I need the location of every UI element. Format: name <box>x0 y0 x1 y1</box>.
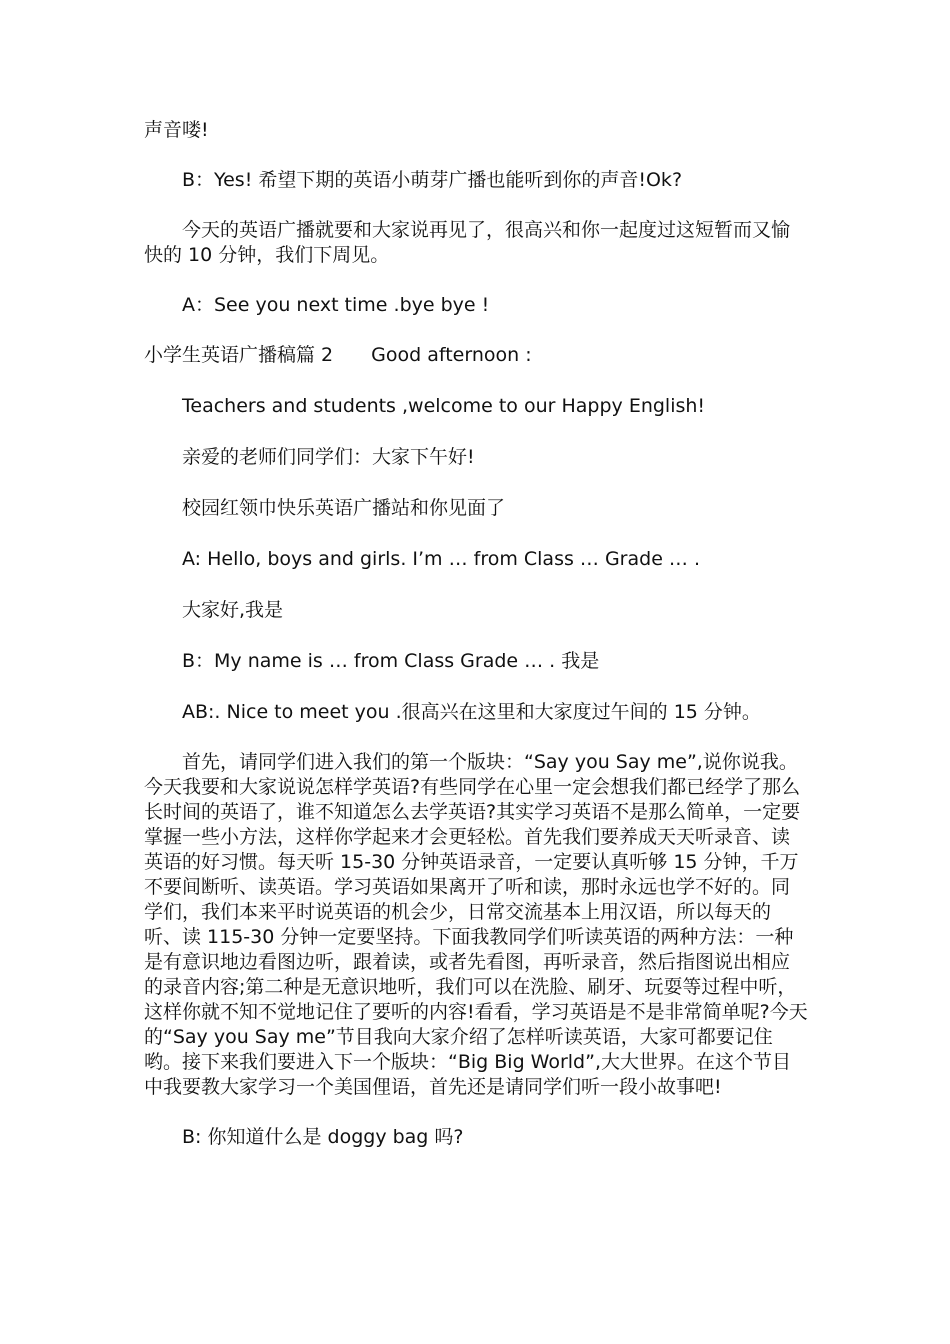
paragraph: AB:. Nice to meet you .很高兴在这里和大家度过午间的 15 分钟。 <box>182 701 761 723</box>
paragraph: B: 你知道什么是 doggy bag 吗? <box>182 1126 464 1148</box>
paragraph: A：See you next time .bye bye ! <box>182 294 490 316</box>
document-body <box>144 118 808 1150</box>
section-heading: 小学生英语广播稿篇 2 Good afternoon : <box>144 344 532 366</box>
paragraph: 大家好,我是 <box>182 599 284 621</box>
paragraph: B：Yes! 希望下期的英语小萌芽广播也能听到你的声音!Ok? <box>182 169 683 191</box>
paragraph: 声音喽! <box>144 119 209 141</box>
paragraph: 首先，请同学们进入我们的第一个版块：“Say you Say me”,说你说我。今天我要和大家说说怎样学英语?有些同学在心里一定会想我们都已经学了那么长时间的英语了，谁不知道怎么去学英语?其实学习英语不是那么简单，一定要掌握一些小方法，这样你学起来才会更轻松。首先我们要养成天天听录音、读英语的好习惯。每天听 15-30 分钟英语录音，一定要认真听够 15 分钟，千万不要间断听、读英语。学习英语如果离开了听和读，那时永远也学不好的。同学们，我们本来平时说英语的机会少，日常交流基本上用汉语，所以每天的听、读 115-30 分钟一定要坚持。下面我教同学们听读英语的两种方法：一种是有意识地边看图边听，跟着读，或者先看图，再听录音，然后指图说出相应的录音内容;第二种是无意识地听，我们可以在洗脸、刷牙、玩耍等过程中听，这样你就不知不觉地记住了要听的内容!看看，学习英语是不是非常简单呢?今天的“Say you Say me”节目我向大家介绍了怎样听读英语，大家可都要记住哟。接下来我们要进入下一个版块：“Big Big World”,大大世界。在这个节目中我要教大家学习一个美国俚语，首先还是请同学们听一段小故事吧! <box>144 751 808 1098</box>
paragraph: A: Hello, boys and girls. I’m … from Class … Grade … . <box>182 548 701 570</box>
paragraph: 今天的英语广播就要和大家说再见了，很高兴和你一起度过这短暂而又愉快的 10 分钟，我们下周见。 <box>144 219 791 266</box>
paragraph: 校园红领巾快乐英语广播站和你见面了 <box>182 497 506 519</box>
paragraph: B：My name is … from Class Grade … . 我是 <box>182 650 600 672</box>
paragraph: 亲爱的老师们同学们：大家下午好! <box>182 446 475 468</box>
paragraph: Teachers and students ,welcome to our Happy English! <box>182 395 706 417</box>
